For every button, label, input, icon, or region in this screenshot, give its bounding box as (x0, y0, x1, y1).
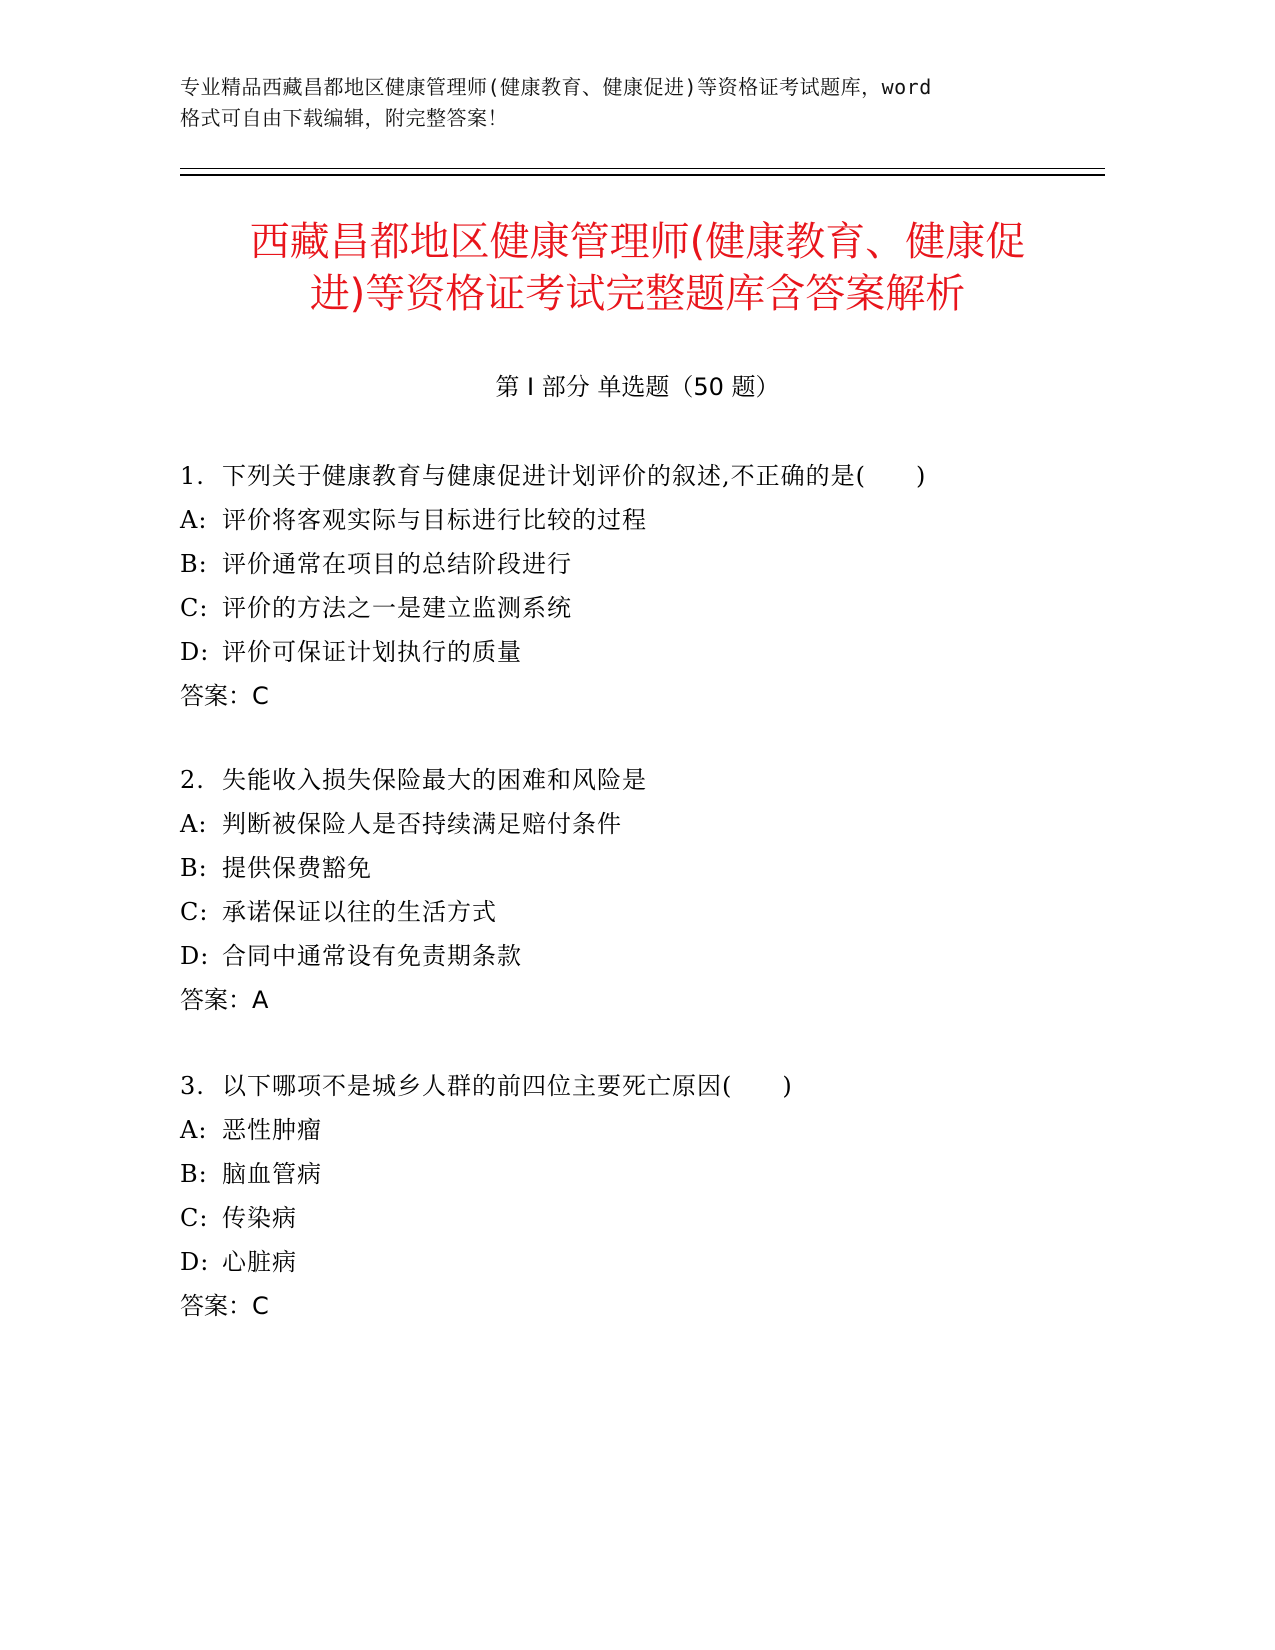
option-b (180, 1152, 1080, 1196)
question-1 (180, 454, 1080, 718)
option-label: B: (180, 854, 208, 882)
question-number: 1. (180, 462, 205, 490)
option-label: B: (180, 550, 208, 578)
option-c (180, 586, 1080, 630)
question-3 (180, 1064, 1080, 1328)
option-label: A: (180, 810, 208, 838)
option-b (180, 846, 1080, 890)
answer-label: 答案： (180, 986, 252, 1014)
question-number: 2. (180, 766, 205, 794)
option-label: D: (180, 1248, 210, 1276)
option-text: 判断被保险人是否持续满足赔付条件 (222, 810, 622, 838)
option-text: 合同中通常设有免责期条款 (222, 942, 522, 970)
question-2 (180, 758, 1080, 1022)
answer-line (180, 1284, 1080, 1328)
option-label: C: (180, 1204, 209, 1232)
question-text: 下列关于健康教育与健康促进计划评价的叙述,不正确的是( ) (222, 462, 927, 490)
answer-value: A (252, 986, 269, 1014)
option-label: C: (180, 898, 209, 926)
option-text: 心脏病 (222, 1248, 297, 1276)
option-a (180, 498, 1080, 542)
question-text: 失能收入损失保险最大的困难和风险是 (222, 766, 647, 794)
answer-label: 答案： (180, 1292, 252, 1320)
option-d (180, 934, 1080, 978)
option-c (180, 890, 1080, 934)
option-text: 恶性肿瘤 (222, 1116, 322, 1144)
option-d (180, 1240, 1080, 1284)
document-title-line-2: 进)等资格证考试完整题库含答案解析 (309, 271, 966, 317)
option-label: D: (180, 942, 210, 970)
option-label: A: (180, 506, 208, 534)
document-title-line-1: 西藏昌都地区健康管理师(健康教育、健康促 (249, 219, 1026, 265)
question-stem (180, 454, 1080, 498)
option-label: D: (180, 638, 210, 666)
answer-line (180, 674, 1080, 718)
question-text: 以下哪项不是城乡人群的前四位主要死亡原因( ) (222, 1072, 793, 1100)
question-number: 3. (180, 1072, 205, 1100)
answer-label: 答案： (180, 682, 252, 710)
option-label: A: (180, 1116, 208, 1144)
option-text: 提供保费豁免 (222, 854, 372, 882)
option-c (180, 1196, 1080, 1240)
option-label: C: (180, 594, 209, 622)
option-text: 评价将客观实际与目标进行比较的过程 (222, 506, 647, 534)
option-text: 传染病 (222, 1204, 297, 1232)
header-note (180, 72, 1060, 134)
option-label: B: (180, 1160, 208, 1188)
answer-value: C (252, 682, 269, 710)
answer-value: C (252, 1292, 269, 1320)
header-divider-thick (180, 174, 1105, 176)
section-heading: 第 I 部分 单选题（50 题） (495, 373, 780, 401)
question-stem (180, 1064, 1080, 1108)
header-divider-thin (180, 168, 1105, 169)
option-b (180, 542, 1080, 586)
header-note-line-2: 格式可自由下载编辑，附完整答案！ (180, 106, 508, 130)
option-a (180, 802, 1080, 846)
option-d (180, 630, 1080, 674)
option-text: 评价可保证计划执行的质量 (222, 638, 522, 666)
option-a (180, 1108, 1080, 1152)
option-text: 承诺保证以往的生活方式 (222, 898, 497, 926)
option-text: 评价通常在项目的总结阶段进行 (222, 550, 572, 578)
question-stem (180, 758, 1080, 802)
header-note-line-1: 专业精品西藏昌都地区健康管理师(健康教育、健康促进)等资格证考试题库，word (180, 75, 932, 99)
option-text: 评价的方法之一是建立监测系统 (222, 594, 572, 622)
answer-line (180, 978, 1080, 1022)
option-text: 脑血管病 (222, 1160, 322, 1188)
document-title (180, 216, 1095, 320)
